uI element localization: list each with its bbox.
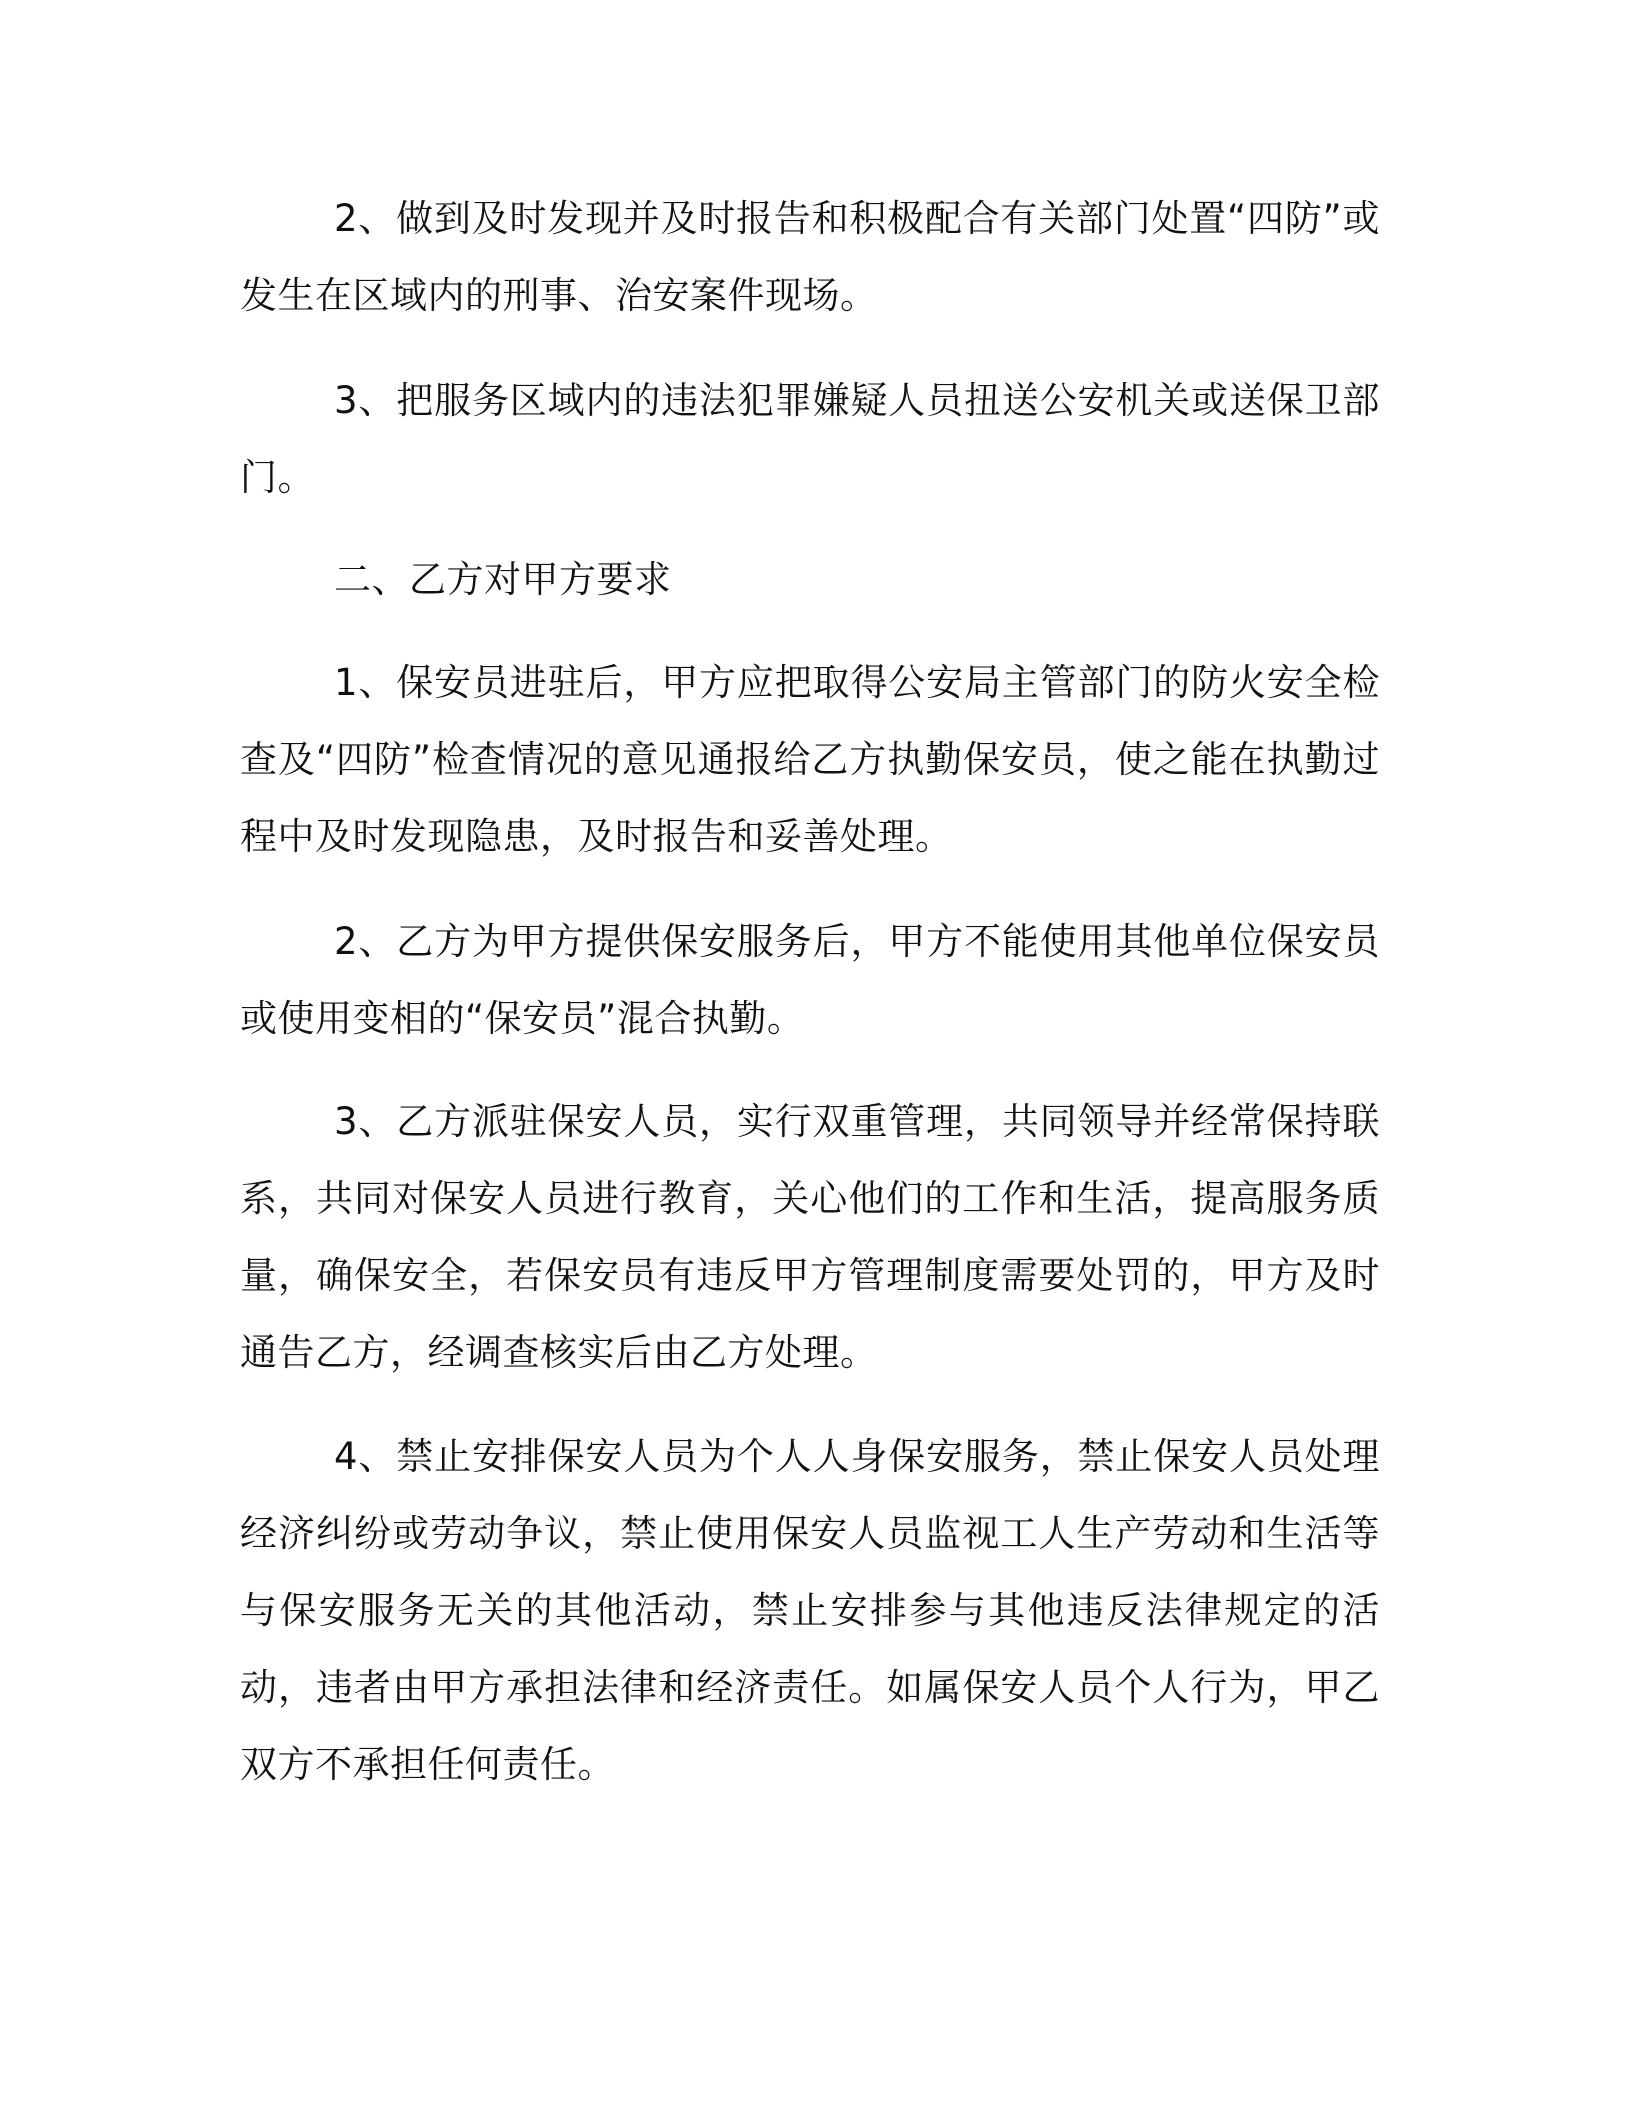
requirement-1-safety-inspection: 1、保安员进驻后，甲方应把取得公安局主管部门的防火安全检查及“四防”检查情况的意见通报给乙方执勤保安员，使之能在执勤过程中及时发现隐患，及时报告和妥善处理。 [240,661,1380,858]
requirement-2-no-other-guards: 2、乙方为甲方提供保安服务后，甲方不能使用其他单位保安员或使用变相的“保安员”混合执勤。 [240,920,1380,1040]
requirement-4-prohibitions: 4、禁止安排保安人员为个人人身保安服务，禁止保安人员处理经济纠纷或劳动争议，禁止使用保安人员监视工人生产劳动和生活等与保安服务无关的其他活动，禁止安排参与其他违反法律规定的活动，违者由甲方承担法律和经济责任。如属保安人员个人行为，甲乙双方不承担任何责任。 [240,1435,1380,1786]
requirement-3-dual-management: 3、乙方派驻保安人员，实行双重管理，共同领导并经常保持联系，共同对保安人员进行教育，关心他们的工作和生活，提高服务质量，确保安全，若保安员有违反甲方管理制度需要处罚的，甲方及时通告乙方，经调查核实后由乙方处理。 [240,1100,1380,1374]
clause-2-report-cases: 2、做到及时发现并及时报告和积极配合有关部门处置“四防”或发生在区域内的刑事、治安案件现场。 [240,197,1380,317]
clause-3-escort-suspects: 3、把服务区域内的违法犯罪嫌疑人员扭送公安机关或送保卫部门。 [240,379,1380,499]
section-heading-party-b-requirements: 二、乙方对甲方要求 [334,558,672,601]
